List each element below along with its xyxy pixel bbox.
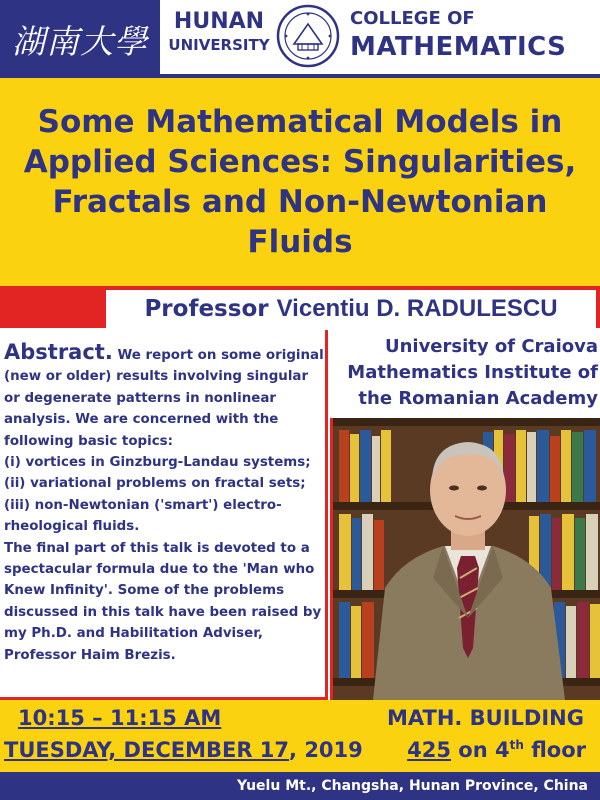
affiliation-line2: Mathematics Institute of [347, 362, 598, 383]
event-room-ordinal: th [509, 738, 524, 752]
event-room-on: on 4 [451, 738, 510, 762]
talk-title: Some Mathematical Models in Applied Sciences: Singularities, Fractals and Non-Newtonian Fluids [23, 104, 577, 260]
event-date-day: TUESDAY, DECEMBER 17 [4, 738, 290, 762]
university-seal-icon [276, 4, 340, 68]
speaker-line [144, 295, 557, 323]
affiliation-line3: the Romanian Academy [358, 388, 598, 409]
footer-address: Yuelu Mt., Changsha, Hunan Province, China [0, 772, 600, 800]
university-calligraphy-logo: 湖南大學 [0, 0, 160, 78]
event-room-floor: floor [523, 738, 586, 762]
abstract-intro: We report on some original (new or older) results involving singular or degenerate patterns in nonlinear analysis. We are concerned with the following basic topics: [4, 348, 324, 449]
event-room [407, 738, 586, 762]
abstract-topic-2: (ii) variational problems on fractal sets; [4, 476, 306, 492]
event-room-number: 425 [407, 738, 451, 762]
speaker-box [106, 286, 600, 328]
college-name-line2: MATHEMATICS [350, 32, 567, 62]
college-name-line1: COLLEGE OF [350, 8, 475, 29]
header [0, 0, 600, 78]
abstract-heading: Abstract. [4, 340, 113, 364]
college-name [350, 8, 566, 64]
event-date-year: , 2019 [289, 738, 363, 762]
university-name-line2: UNIVERSITY [168, 36, 270, 54]
speaker-portrait-illustration [333, 418, 600, 700]
title-band [0, 78, 600, 286]
event-time: 10:15 – 11:15 AM [18, 706, 222, 730]
abstract [4, 340, 324, 666]
red-accent-bar [0, 286, 106, 328]
abstract-topic-1: (i) vortices in Ginzburg-Landau systems; [4, 455, 311, 471]
speaker-photo [330, 418, 600, 700]
university-name [164, 10, 274, 56]
speaker-prefix: Professor [144, 296, 269, 322]
event-building: MATH. BUILDING [386, 706, 584, 730]
university-name-line1: HUNAN [173, 9, 265, 34]
abstract-topic-3: (iii) non-Newtonian ('smart') electro-rheological fluids. [4, 497, 282, 535]
abstract-intro-paragraph [4, 340, 324, 452]
abstract-closing: The final part of this talk is devoted to a spectacular formula due to the 'Man who Knew Infinity'. Some of the problems discussed in this talk have been raised by my Ph.D. and Habilitation Adviser, Professor Haim Brezis. [4, 540, 322, 663]
affiliation-line1: University of Craiova [384, 336, 598, 357]
affiliation [330, 334, 598, 412]
event-date [4, 738, 363, 762]
speaker-name: Vicentiu D. RADULESCU [276, 295, 558, 322]
